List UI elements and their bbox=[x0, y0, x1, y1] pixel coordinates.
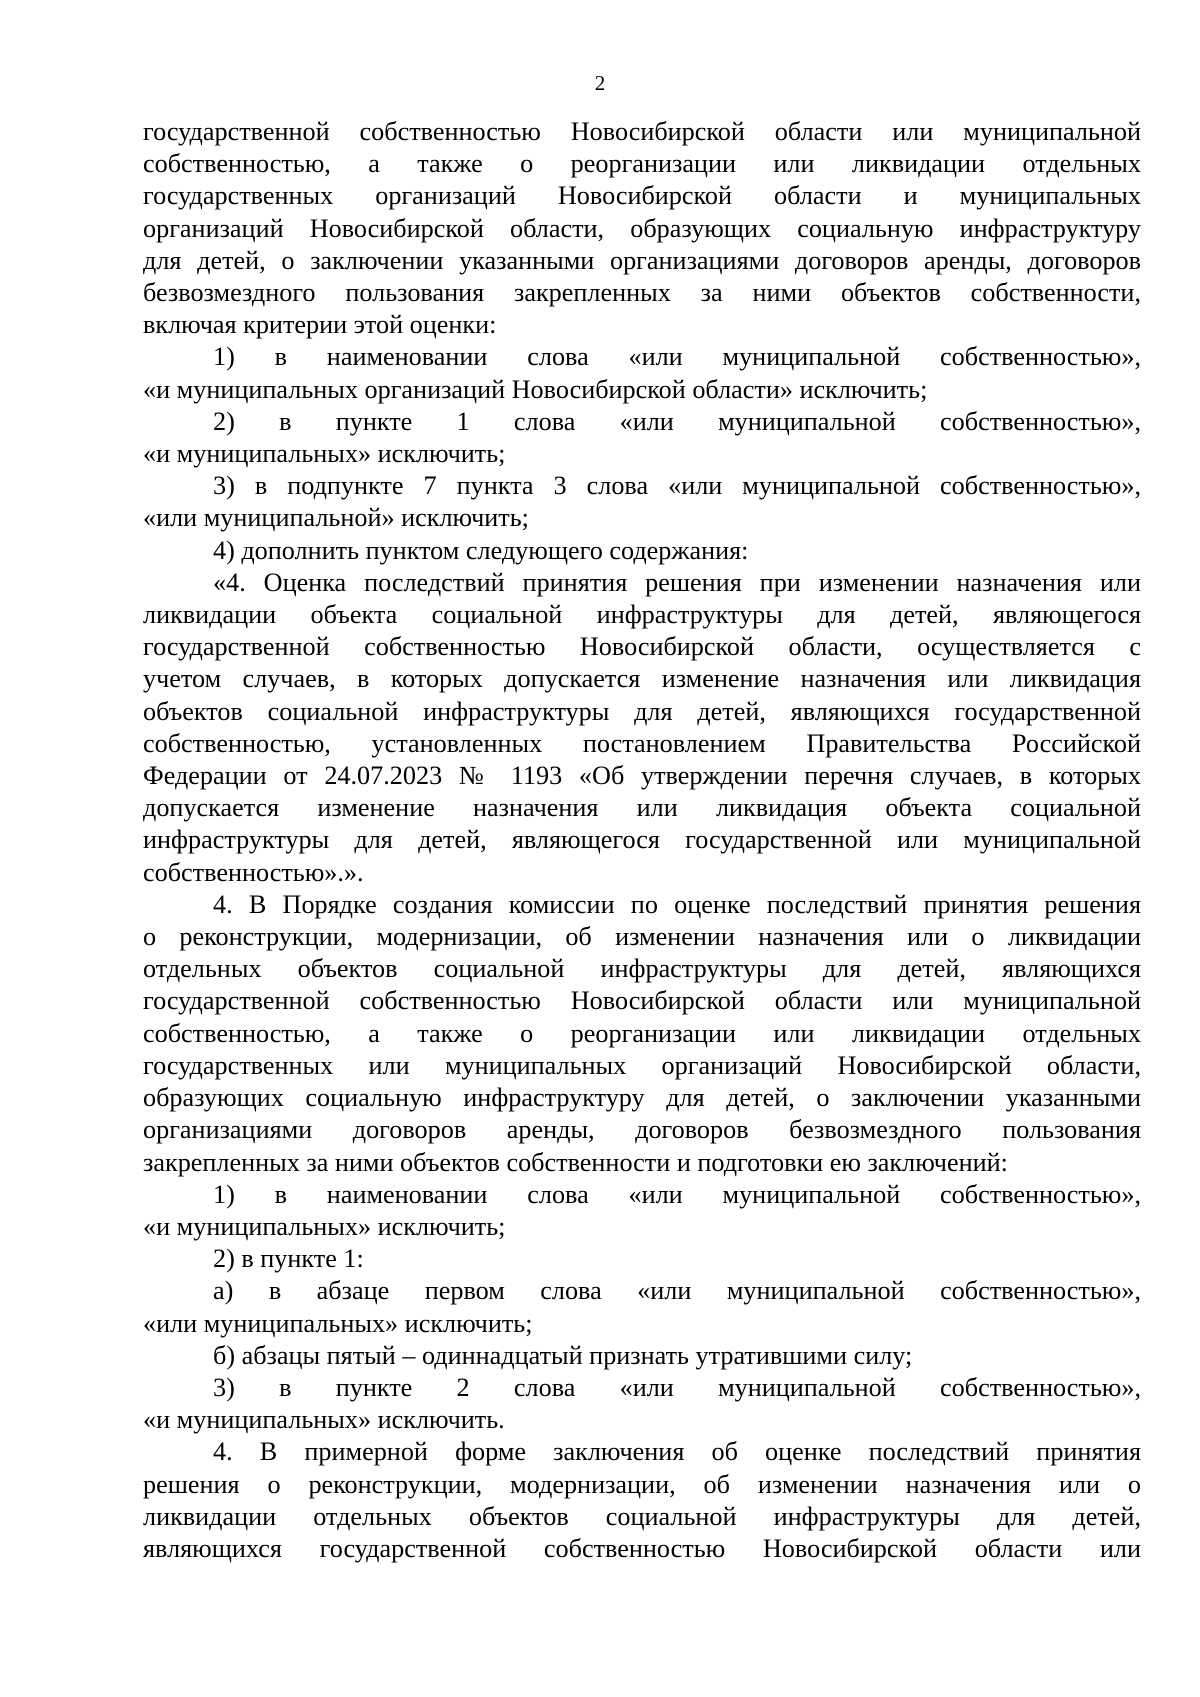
text-line: ликвидации отдельных объектов социальной инфраструктуры для детей, bbox=[143, 1501, 1141, 1531]
text-line: 2) в пункте 1 слова «или муниципальной собственностью», bbox=[213, 406, 1141, 436]
text-line: государственных или муниципальных организаций Новосибирской области, bbox=[143, 1050, 1141, 1080]
text-line: 4. В примерной форме заключения об оценке последствий принятия bbox=[213, 1437, 1141, 1467]
text-line: «и муниципальных организаций Новосибирской области» исключить; bbox=[143, 374, 928, 404]
text-line: 1) в наименовании слова «или муниципальной собственностью», bbox=[213, 1179, 1141, 1209]
text-line: образующих социальную инфраструктуру для детей, о заключении указанными bbox=[143, 1083, 1141, 1113]
text-line: государственных организаций Новосибирской области и муниципальных bbox=[143, 181, 1141, 211]
text-line: решения о реконструкции, модернизации, об изменении назначения или о bbox=[143, 1469, 1141, 1499]
text-line: б) абзацы пятый – одиннадцатый признать утратившими силу; bbox=[213, 1340, 913, 1370]
text-line: собственностью, а также о реорганизации или ликвидации отдельных bbox=[143, 1018, 1141, 1048]
text-line: объектов социальной инфраструктуры для детей, являющихся государственной bbox=[143, 696, 1141, 726]
text-line: государственной собственностью Новосибирской области, осуществляется с bbox=[143, 632, 1141, 662]
text-line: государственной собственностью Новосибирской области или муниципальной bbox=[143, 986, 1141, 1016]
text-line: ликвидации объекта социальной инфраструктуры для детей, являющегося bbox=[143, 600, 1141, 630]
text-line: а) в абзаце первом слова «или муниципальной собственностью», bbox=[213, 1276, 1141, 1306]
text-line: 2) в пункте 1: bbox=[213, 1244, 364, 1274]
text-line: для детей, о заключении указанными организациями договоров аренды, договоров bbox=[143, 245, 1141, 275]
text-line: 1) в наименовании слова «или муниципальной собственностью», bbox=[213, 342, 1141, 372]
text-line: государственной собственностью Новосибирской области или муниципальной bbox=[143, 117, 1141, 146]
text-line: отдельных объектов социальной инфраструктуры для детей, являющихся bbox=[143, 954, 1141, 984]
document-body bbox=[143, 116, 1141, 1565]
text-line: учетом случаев, в которых допускается изменение назначения или ликвидация bbox=[143, 664, 1141, 694]
text-line: включая критерии этой оценки: bbox=[143, 310, 497, 340]
text-line: собственностью».». bbox=[143, 857, 364, 887]
text-line: «и муниципальных» исключить; bbox=[143, 439, 506, 469]
text-line: собственностью, установленных постановлением Правительства Российской bbox=[143, 728, 1141, 758]
text-line: безвозмездного пользования закрепленных за ними объектов собственности, bbox=[143, 278, 1141, 308]
text-line: организациями договоров аренды, договоров безвозмездного пользования bbox=[143, 1115, 1141, 1145]
text-line: организаций Новосибирской области, образующих социальную инфраструктуру bbox=[143, 213, 1141, 243]
text-line: 3) в подпункте 7 пункта 3 слова «или муниципальной собственностью», bbox=[213, 471, 1141, 501]
text-line: являющихся государственной собственностью Новосибирской области или bbox=[143, 1533, 1141, 1563]
text-line: «или муниципальной» исключить; bbox=[143, 503, 529, 533]
text-line: закрепленных за ними объектов собственности и подготовки ею заключений: bbox=[143, 1147, 1008, 1177]
text-line: «4. Оценка последствий принятия решения при изменении назначения или bbox=[213, 567, 1141, 597]
page-number: 2 bbox=[594, 71, 606, 95]
text-line: собственностью, а также о реорганизации или ликвидации отдельных bbox=[143, 149, 1141, 179]
text-line: «и муниципальных» исключить. bbox=[143, 1405, 505, 1435]
text-line: инфраструктуры для детей, являющегося государственной или муниципальной bbox=[143, 825, 1141, 855]
text-line: 4) дополнить пунктом следующего содержания: bbox=[213, 535, 749, 565]
text-line: Федерации от 24.07.2023 № 1193 «Об утверждении перечня случаев, в которых bbox=[143, 761, 1141, 791]
text-line: допускается изменение назначения или ликвидация объекта социальной bbox=[143, 793, 1141, 823]
text-line: 4. В Порядке создания комиссии по оценке последствий принятия решения bbox=[213, 889, 1141, 919]
text-line: «и муниципальных» исключить; bbox=[143, 1211, 506, 1241]
text-line: о реконструкции, модернизации, об изменении назначения или о ликвидации bbox=[143, 922, 1141, 952]
text-line: «или муниципальных» исключить; bbox=[143, 1308, 533, 1338]
text-line: 3) в пункте 2 слова «или муниципальной собственностью», bbox=[213, 1372, 1141, 1402]
